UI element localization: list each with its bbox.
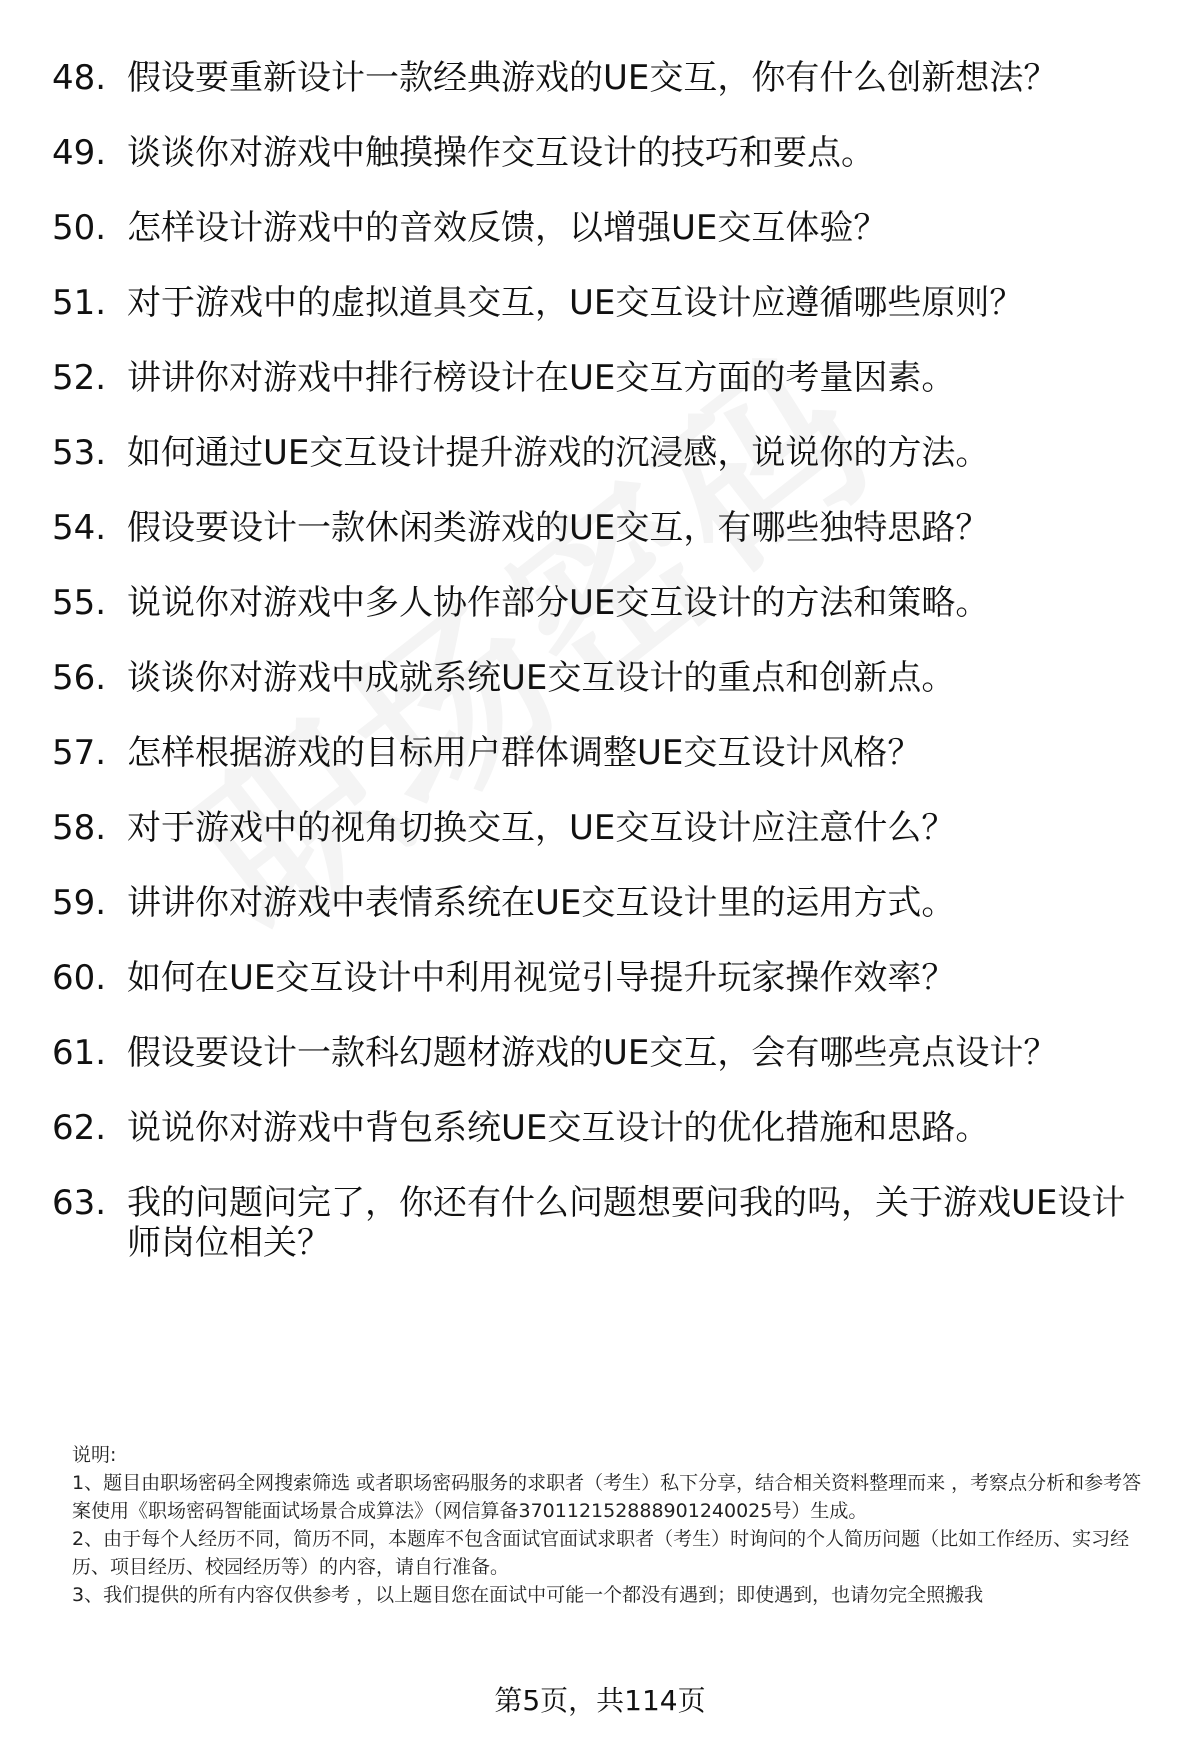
question-number: 58.: [52, 808, 107, 848]
list-item: [52, 433, 1152, 473]
question-number: 52.: [52, 358, 107, 398]
question-text: 假设要设计一款休闲类游戏的UE交互，有哪些独特思路？: [127, 508, 990, 548]
list-item: [52, 583, 1152, 623]
list-item: [52, 208, 1152, 248]
list-item: [52, 283, 1152, 323]
list-item: [52, 508, 1152, 548]
notes-section: [72, 1441, 1152, 1609]
question-text: 如何在UE交互设计中利用视觉引导提升玩家操作效率？: [127, 958, 956, 998]
question-text: 我的问题问完了，你还有什么问题想要问我的吗，关于游戏UE设计师岗位相关？: [127, 1183, 1126, 1263]
question-text: 说说你对游戏中多人协作部分UE交互设计的方法和策略。: [127, 583, 990, 623]
question-number: 50.: [52, 208, 107, 248]
question-text: 怎样根据游戏的目标用户群体调整UE交互设计风格？: [127, 733, 922, 773]
list-item: [52, 1108, 1152, 1148]
question-number: 49.: [52, 133, 107, 173]
question-text: 对于游戏中的虚拟道具交互，UE交互设计应遵循哪些原则？: [127, 283, 1024, 323]
question-text: 谈谈你对游戏中触摸操作交互设计的技巧和要点。: [127, 133, 875, 173]
list-item: [52, 133, 1152, 173]
list-item: [52, 808, 1152, 848]
list-item: [52, 1033, 1152, 1073]
question-number: 55.: [52, 583, 107, 623]
question-text: 怎样设计游戏中的音效反馈，以增强UE交互体验？: [127, 208, 888, 248]
question-text: 谈谈你对游戏中成就系统UE交互设计的重点和创新点。: [127, 658, 956, 698]
question-text: 讲讲你对游戏中表情系统在UE交互设计里的运用方式。: [127, 883, 956, 923]
question-text: 如何通过UE交互设计提升游戏的沉浸感，说说你的方法。: [127, 433, 990, 473]
question-number: 51.: [52, 283, 107, 323]
question-text: 对于游戏中的视角切换交互，UE交互设计应注意什么？: [127, 808, 956, 848]
list-item: [52, 358, 1152, 398]
page-number: 第5页，共114页: [494, 1684, 706, 1717]
question-text: 说说你对游戏中背包系统UE交互设计的优化措施和思路。: [127, 1108, 990, 1148]
notes-heading: 说明:: [72, 1444, 117, 1466]
question-number: 62.: [52, 1108, 107, 1148]
question-text: 假设要设计一款科幻题材游戏的UE交互，会有哪些亮点设计？: [127, 1033, 1058, 1073]
list-item: [52, 58, 1152, 98]
question-number: 53.: [52, 433, 107, 473]
question-number: 54.: [52, 508, 107, 548]
list-item: [52, 733, 1152, 773]
question-number: 63.: [52, 1183, 107, 1223]
question-list: [52, 58, 1152, 1263]
question-number: 60.: [52, 958, 107, 998]
list-item: [52, 883, 1152, 923]
note-item: 1、题目由职场密码全网搜索筛选 或者职场密码服务的求职者（考生）私下分享，结合相关资料整理而来 ，考察点分析和参考答案使用《职场密码智能面试场景合成算法》（网信算备370112152888901240025号）生成。: [72, 1472, 1142, 1522]
question-text: 讲讲你对游戏中排行榜设计在UE交互方面的考量因素。: [127, 358, 956, 398]
note-item: 2、由于每个人经历不同，简历不同，本题库不包含面试官面试求职者（考生）时询问的个人简历问题（比如工作经历、实习经历、项目经历、校园经历等）的内容，请自行准备。: [72, 1528, 1130, 1578]
question-number: 56.: [52, 658, 107, 698]
list-item: [52, 658, 1152, 698]
list-item: [52, 958, 1152, 998]
question-number: 61.: [52, 1033, 107, 1073]
question-text: 假设要重新设计一款经典游戏的UE交互，你有什么创新想法？: [127, 58, 1058, 98]
question-number: 59.: [52, 883, 107, 923]
question-number: 57.: [52, 733, 107, 773]
question-number: 48.: [52, 58, 107, 98]
note-item: 3、我们提供的所有内容仅供参考 ，以上题目您在面试中可能一个都没有遇到；即使遇到，也请勿完全照搬我: [72, 1584, 984, 1606]
list-item: [52, 1183, 1152, 1263]
